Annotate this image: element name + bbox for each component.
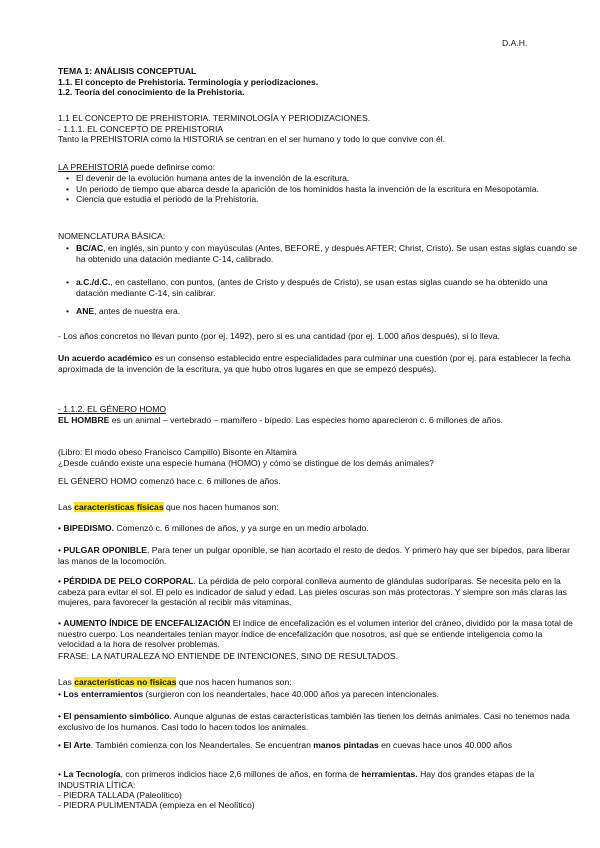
nonphysical-traits-heading [58, 677, 580, 688]
trait-description: Comenzó c. 6 millones de años, y ya surge en un medio arbolado. [114, 523, 369, 533]
term-description: , en castellano, con puntos, (antes de Cristo y después de Cristo), se usan estas siglas cuando se ha obtenido una datación mediante C-14, sin calibrar. [76, 277, 548, 298]
heading-text: que nos hacen humanos son: [163, 502, 279, 512]
highlighted-text: características físicas [74, 502, 164, 512]
list-item: • El devenir de la evolución humana antes de la invención de la escritura. [66, 173, 580, 184]
trait-item: • Los enterramientos (surgieron con los neandertales, hace 40.000 años ya parecen intencionales. [58, 689, 439, 699]
note-paragraph: - Los años concretos no llevan punto (por ej. 1492), pero si es una cantidad (por ej. 1.000 años después), si lo lleva. [58, 331, 500, 341]
paragraph: Tanto la PREHISTORIA como la HISTORIA se centran en el ser humano y todo lo que convive con él. [58, 134, 446, 145]
definition-intro-text: puede definirse como: [128, 162, 216, 172]
trait-name: AUMENTO ÍNDICE DE ENCEFALIZACIÓN [63, 618, 231, 628]
trait-item: • El pensamiento simbólico. Aunque algunas de estas características también las tienen los demás animales. Casi no tenemos nada exclusivo de los humanos. Casi todo lo hacen todos los animales. [58, 711, 570, 732]
trait-item: • El Arte. También comienza con los Neandertales. Se encuentran manos pintadas en cuevas hace unos 40.000 años [58, 740, 513, 750]
section-heading: 1.1 EL CONCEPTO DE PREHISTORIA. TERMINOLOGÍA Y PERIODIZACIONES. [58, 113, 371, 123]
trait-description: , con primeros indicios hace 2,6 millones de años, en forma de [120, 769, 362, 779]
definition-list [66, 173, 580, 205]
physical-traits-heading [58, 502, 580, 513]
industry-stage: - PIEDRA PULIMENTADA (empieza en el Neolítico) [58, 800, 255, 810]
title-subheading-1: 1.1. El concepto de Prehistoria. Terminología y periodizaciones. [58, 76, 319, 87]
trait-name: El Arte [63, 740, 91, 750]
trait-name: La Tecnología [63, 769, 121, 779]
trait-description: en cuevas hace unos 40.000 años [378, 740, 513, 750]
homo-definition [58, 415, 580, 426]
term: ANE [76, 306, 95, 316]
heading-text: Las [58, 502, 75, 512]
heading-text: Las [58, 677, 75, 687]
trait-description: (surgieron con los neandertales, hace 40.000 años ya parecen intencionales. [143, 689, 439, 699]
trait-name: Los enterramientos [63, 689, 144, 699]
subsection-heading: - 1.1.2. EL GÉNERO HOMO [58, 404, 167, 414]
paragraph-text: es un consenso establecido entre especialidades para culminar una cuestión (por ej. para establecer la fecha aproximada de la invención de la escritura, ya que hubo otros lugares en que se empezó después). [58, 353, 571, 374]
nomenclature-heading: NOMENCLATURA BÁSICA: [58, 231, 166, 241]
list-item: • Un periodo de tiempo que abarca desde la aparición de los homínidos hasta la invención de la escritura en Mesopotamia. [66, 184, 580, 195]
industry-stage: - PIEDRA TALLADA (Paleolítico) [58, 790, 182, 800]
trait-description: . Para tener un pulgar oponible, se han acortado el resto de dedos. Y primero hay que ser bípedos, para liberar las manos de la locomoción. [58, 545, 570, 566]
defined-term: LA PREHISTORIA [58, 162, 129, 172]
title-block [58, 66, 580, 98]
paragraph-text: es un animal – vertebrado – mamífero - bípedo. Las especies homo aparecieron c. 6 millones de años. [109, 415, 504, 425]
title-subheading-2: 1.2. Teoría del conocimiento de la Prehistoria. [58, 87, 245, 98]
subsection-heading: - 1.1.1. EL CONCEPTO DE PREHISTORIA [58, 123, 224, 134]
trait-description: . También comienza con los Neandertales. Se encuentran [90, 740, 314, 750]
question-line: ¿Desde cuándo existe una especie humana (HOMO) y cómo se distingue de los demás animales? [58, 458, 434, 468]
bold-term: herramientas. [361, 769, 418, 779]
trait-item: • PULGAR OPONIBLE. Para tener un pulgar oponible, se han acortado el resto de dedos. Y primero hay que ser bípedos, para liberar las manos de la locomoción. [58, 545, 570, 566]
trait-name: El pensamiento simbólico [63, 711, 170, 721]
paragraph: EL GÉNERO HOMO comenzó hace c. 6 millones de años. [58, 476, 281, 486]
bold-term: Un acuerdo académico [58, 353, 153, 363]
heading-text: que nos hacen humanos son: [176, 677, 292, 687]
term-description: , en inglés, sin punto y con mayúsculas (Antes, BEFORE, y después AFTER; Christ, Cristo). Se usan estas siglas cuando se ha obtenido una datación mediante C-14, calibrado. [76, 243, 578, 264]
nomenclature-item [66, 306, 580, 317]
trait-description: Hay dos grandes etapas de la INDUSTRIA LÍTICA: [58, 769, 535, 790]
trait-description: . Aunque algunas de estas características también las tienen los demás animales. Casi no tenemos nada exclusivo de los humanos. Casi todo lo hacen todos los animales. [58, 711, 570, 732]
quote-line: FRASE: LA NATURALEZA NO ENTIENDE DE INTENCIONES, SINO DE RESULTADOS. [58, 651, 398, 661]
bold-term: EL HOMBRE [58, 415, 110, 425]
nomenclature-item [66, 277, 580, 298]
definition-intro [58, 162, 580, 173]
trait-name: PULGAR OPONIBLE [63, 545, 147, 555]
author-initials: D.A.H. [502, 38, 528, 48]
trait-item: • AUMENTO ÍNDICE DE ENCEFALIZACIÓN El índice de encefalización es el volumen interior del cráneo, dividido por la masa total de nuestro cuerpo. Los neandertales tenían mayor índice de encefalización que nosotros, así que se entiende inteligencia como la velocidad a la hora de resolver problemas. [58, 618, 573, 650]
list-item: • Ciencia que estudia el periodo de la Prehistoria. [66, 194, 580, 205]
acuerdo-paragraph [58, 353, 580, 374]
term: BC/AC [76, 243, 104, 253]
nomenclature-item [66, 243, 580, 264]
page-title: TEMA 1: ANÁLISIS CONCEPTUAL [58, 66, 197, 76]
section-1-1 [58, 113, 580, 145]
term-description: , antes de nuestra era. [94, 306, 181, 316]
trait-item: • BIPEDISMO. Comenzó c. 6 millones de años, y ya surge en un medio arbolado. [58, 523, 369, 533]
trait-name: BIPEDISMO. [63, 523, 115, 533]
term: a.C./d.C. [76, 277, 111, 287]
trait-item: • PÉRDIDA DE PELO CORPORAL. La pérdida de pelo corporal conlleva aumento de glándulas sudoríparas. Se necesita pelo en la cabeza para evitar el sol. El pelo es indicador de salud y edad. Las pieles oscuras son más protectoras. Y siempre son más claras las mujeres, para favorecer la gestación al recibir más vitaminas. [58, 576, 567, 608]
bold-term: manos pintadas [313, 740, 379, 750]
trait-description: El índice de encefalización es el volumen interior del cráneo, dividido por la masa total de nuestro cuerpo. Los neandertales tenían mayor índice de encefalización que nosotros, así que se entiende inteligencia como la velocidad a la hora de resolver problemas. [58, 618, 573, 650]
trait-description: . La pérdida de pelo corporal conlleva aumento de glándulas sudoríparas. Se necesita pelo en la cabeza para evitar el sol. El pelo es indicador de salud y edad. Las pieles oscuras son más protectoras. Y siempre son más claras las mujeres, para favorecer la gestación al recibir más vitaminas. [58, 576, 567, 608]
book-reference: (Libro: El modo obeso Francisco Campillo) Bisonte en Altamira [58, 447, 297, 457]
trait-name: PÉRDIDA DE PELO CORPORAL [63, 576, 194, 586]
highlighted-text: características no físicas [74, 677, 177, 687]
trait-item: • La Tecnología, con primeros indicios hace 2,6 millones de años, en forma de herramientas. Hay dos grandes etapas de la INDUSTRIA LÍTICA: [58, 769, 535, 790]
